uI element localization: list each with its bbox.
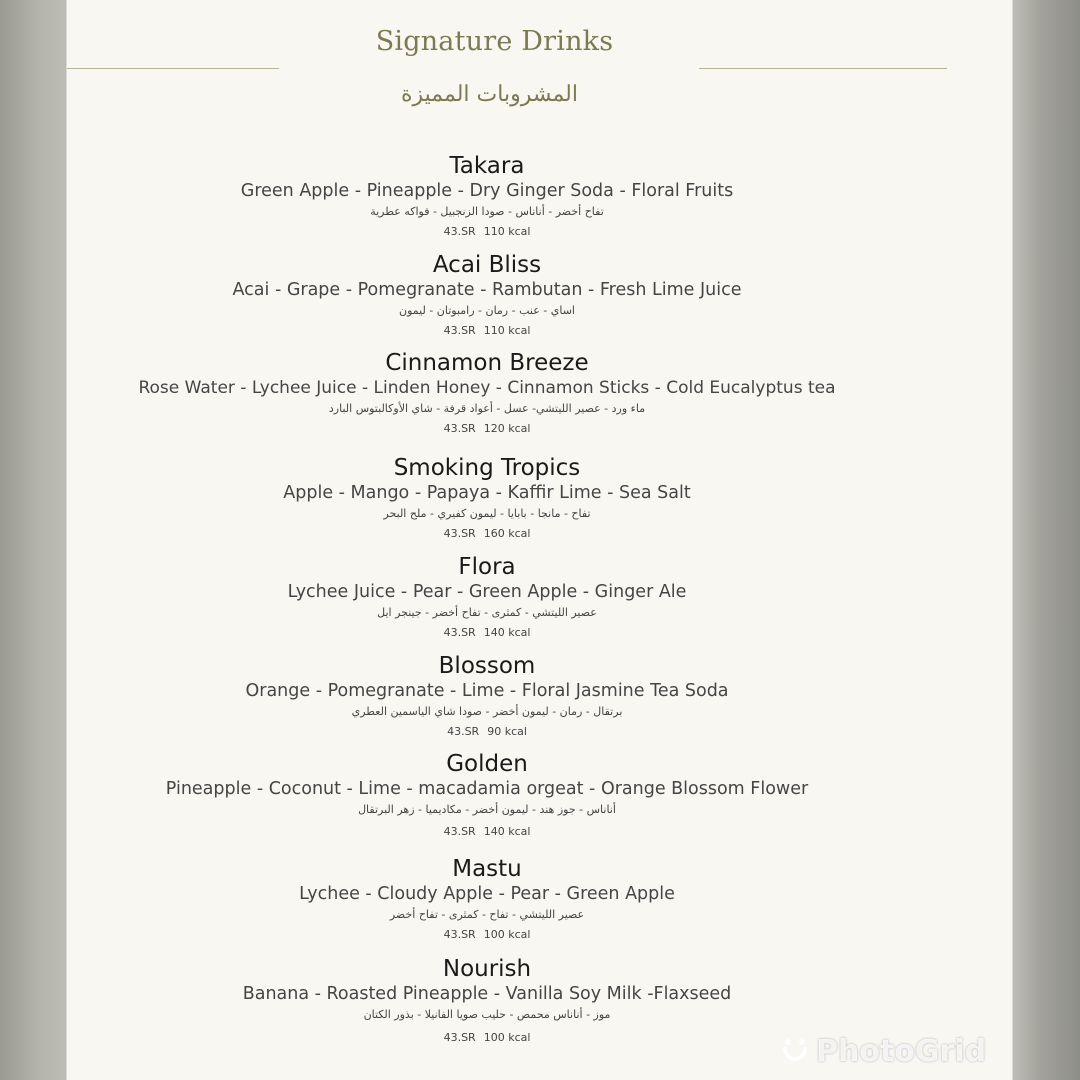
drink-item-mastu — [67, 855, 907, 942]
photogrid-smile-icon — [780, 1039, 810, 1065]
drink-meta — [67, 527, 907, 541]
drink-price: 43.SR — [443, 928, 476, 941]
drink-calories: 160 kcal — [483, 527, 531, 540]
drink-price: 43.SR — [443, 825, 476, 838]
drink-item-acai-bliss — [67, 251, 907, 338]
drink-price: 43.SR — [443, 324, 476, 337]
drink-item-golden — [67, 750, 907, 839]
drink-item-nourish — [67, 955, 907, 1045]
drink-meta — [67, 422, 907, 436]
menu-title: Signature Drinks — [375, 26, 614, 57]
drink-meta — [67, 225, 907, 239]
menu-page — [67, 0, 1012, 1080]
drink-ingredients: Rose Water - Lychee Juice - Linden Honey - Cinnamon Sticks - Cold Eucalyptus tea — [138, 378, 836, 398]
drink-meta — [67, 725, 907, 739]
drink-calories: 100 kcal — [483, 1031, 531, 1044]
menu-title-arabic: المشروبات المميزة — [400, 82, 578, 107]
drink-calories: 140 kcal — [483, 825, 531, 838]
drink-name: Acai Bliss — [432, 252, 542, 278]
drink-calories: 110 kcal — [483, 324, 531, 337]
drink-name: Mastu — [452, 856, 522, 882]
drink-ingredients: Orange - Pomegranate - Lime - Floral Jasmine Tea Soda — [245, 681, 729, 701]
drink-name: Blossom — [438, 653, 536, 679]
drink-calories: 140 kcal — [483, 626, 531, 639]
drink-calories: 100 kcal — [483, 928, 531, 941]
drink-item-cinnamon-breeze — [67, 349, 907, 436]
drink-ingredients-arabic: ماء ورد - عصير الليتشي- عسل - أعواد قرفة - شاي الأوكالبتوس البارد — [328, 402, 646, 415]
drink-ingredients-arabic: اساي - عنب - رمان - رامبوتان - ليمون — [399, 304, 575, 317]
drink-name: Golden — [446, 751, 528, 777]
drink-calories: 90 kcal — [487, 725, 527, 738]
drink-ingredients-arabic: برتقال - رمان - ليمون أخضر - صودا شاي الياسمين العطري — [351, 705, 623, 718]
drink-price: 43.SR — [443, 422, 476, 435]
photogrid-watermark — [780, 1034, 986, 1069]
drink-ingredients: Acai - Grape - Pomegranate - Rambutan - Fresh Lime Juice — [232, 280, 742, 300]
title-divider-left — [67, 68, 279, 69]
drink-price: 43.SR — [443, 527, 476, 540]
drink-ingredients-arabic: تفاح - مانجا - بابايا - ليمون كفيري - ملح البحر — [383, 507, 591, 520]
drink-name: Nourish — [442, 956, 532, 982]
drink-ingredients: Pineapple - Coconut - Lime - macadamia orgeat - Orange Blossom Flower — [165, 779, 809, 799]
drink-meta — [67, 324, 907, 338]
drink-item-smoking-tropics — [67, 454, 907, 541]
drink-ingredients-arabic: تفاح أخضر - أناناس - صودا الزنجبيل - فواكه عطرية — [370, 205, 604, 218]
drink-ingredients-arabic: موز - أناناس محمص - حليب صويا الفانيلا - بذور الكتان — [363, 1008, 611, 1021]
drink-name: Takara — [449, 153, 525, 179]
drink-price: 43.SR — [443, 1031, 476, 1044]
drink-ingredients: Banana - Roasted Pineapple - Vanilla Soy Milk -Flaxseed — [242, 984, 732, 1004]
drink-name: Flora — [458, 554, 516, 580]
title-divider-right — [699, 68, 947, 69]
drink-calories: 120 kcal — [483, 422, 531, 435]
drink-item-blossom — [67, 652, 907, 739]
drink-item-takara — [67, 152, 907, 239]
drink-name: Cinnamon Breeze — [385, 350, 589, 376]
drink-price: 43.SR — [447, 725, 480, 738]
drink-ingredients-arabic: عصير الليتشي - تفاح - كمثرى - تفاح أخضر — [389, 908, 585, 921]
drink-ingredients: Lychee Juice - Pear - Green Apple - Ginger Ale — [287, 582, 687, 602]
drink-meta — [67, 928, 907, 942]
drink-price: 43.SR — [443, 626, 476, 639]
watermark-text: PhotoGrid — [816, 1034, 987, 1069]
drink-item-flora — [67, 553, 907, 640]
drink-name: Smoking Tropics — [393, 455, 581, 481]
drink-ingredients: Lychee - Cloudy Apple - Pear - Green Apple — [299, 884, 675, 904]
drink-meta — [67, 825, 907, 839]
drink-ingredients-arabic: عصير الليتشي - كمثرى - تفاح أخضر - جينجر ايل — [377, 606, 597, 619]
drink-price: 43.SR — [443, 225, 476, 238]
drink-ingredients-arabic: أناناس - جوز هند - ليمون أخضر - مكاديميا - زهر البرتقال — [358, 803, 616, 816]
drink-meta — [67, 626, 907, 640]
drink-calories: 110 kcal — [483, 225, 531, 238]
drink-ingredients: Apple - Mango - Papaya - Kaffir Lime - Sea Salt — [283, 483, 691, 503]
drink-ingredients: Green Apple - Pineapple - Dry Ginger Soda - Floral Fruits — [240, 181, 734, 201]
